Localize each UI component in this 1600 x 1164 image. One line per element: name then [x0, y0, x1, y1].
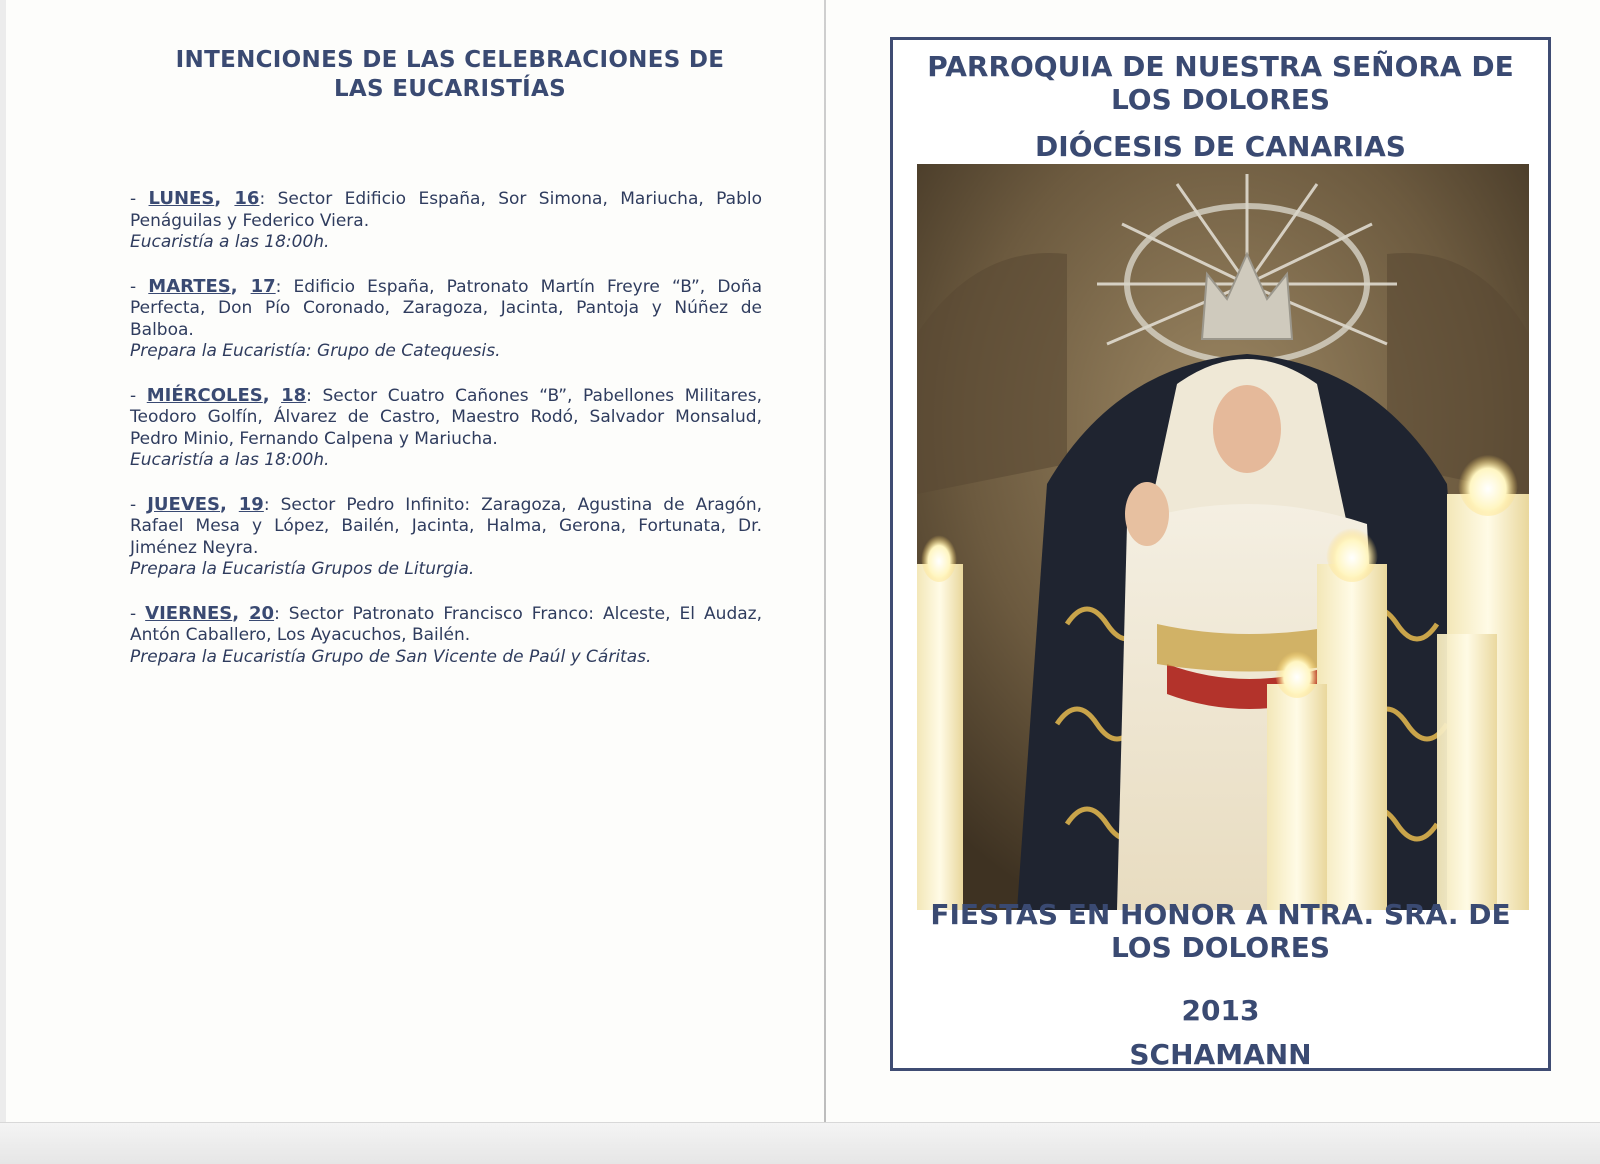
entry-sep: ,: [230, 275, 251, 297]
intentions-title-line2: LAS EUCARISTÍAS: [333, 76, 567, 102]
scan-edge-bottom: [0, 1122, 1600, 1164]
entry-day: MIÉRCOLES: [146, 384, 263, 406]
entry-text: : Sector Edificio España, Sor Simona, Mariucha, Pablo Penáguilas y Federico Viera.: [130, 189, 762, 231]
intentions-list: [130, 188, 762, 690]
entry-day: VIERNES: [145, 602, 233, 624]
entry-date: 20: [249, 602, 275, 624]
entry-note: Eucaristía a las 18:00h.: [130, 232, 330, 252]
entry-date: 17: [250, 275, 276, 297]
entry-sep: ,: [232, 602, 249, 624]
entry-miercoles: [130, 385, 762, 472]
entry-text: : Sector Pedro Infinito: Zaragoza, Agustina de Aragón, Rafael Mesa y López, Bailén, Jacinta, Halma, Gerona, Fortunata, Dr. Jiménez Neyra.: [130, 494, 763, 558]
parish-title-line1: PARROQUIA DE NUESTRA SEÑORA DE: [927, 50, 1514, 83]
scan-edge-left: [0, 0, 6, 1163]
entry-day: MARTES: [148, 275, 231, 297]
entry-note: Prepara la Eucaristía: Grupo de Catequesis.: [130, 341, 501, 361]
virgin-photo: [917, 164, 1529, 910]
entry-date: 16: [234, 188, 260, 209]
entry-sep: ,: [214, 188, 235, 209]
parish-title: [893, 50, 1548, 116]
entry-sep: ,: [262, 384, 282, 406]
intentions-title: [140, 46, 760, 104]
fiestas-title: [893, 898, 1548, 964]
fiestas-title-line2: LOS DOLORES: [1110, 931, 1331, 964]
entry-martes: [130, 276, 762, 363]
entry-prefix: -: [130, 385, 147, 406]
entry-prefix: -: [130, 189, 149, 209]
parish-title-line2: LOS DOLORES: [1110, 83, 1331, 116]
entry-text: : Edificio España, Patronato Martín Freyre “B”, Doña Perfecta, Don Pío Coronado, Zaragoza, Jacinta, Pantoja y Núñez de Balboa.: [130, 276, 763, 340]
place-label: SCHAMANN: [1129, 1038, 1312, 1071]
entry-day: LUNES: [148, 188, 215, 209]
entry-jueves: [130, 494, 762, 581]
entry-note: Prepara la Eucaristía Grupos de Liturgia.: [130, 559, 475, 579]
intentions-title-line1: INTENCIONES DE LAS CELEBRACIONES DE: [175, 47, 725, 73]
entry-prefix: -: [130, 276, 149, 297]
entry-date: 18: [281, 384, 307, 406]
entry-prefix: -: [130, 494, 148, 515]
virgin-illustration: [917, 164, 1529, 910]
entry-note: Prepara la Eucaristía Grupo de San Vicente de Paúl y Cáritas.: [130, 646, 652, 667]
entry-note: Eucaristía a las 18:00h.: [130, 450, 330, 470]
fold-line: [824, 0, 826, 1122]
entry-day: JUEVES: [147, 493, 221, 515]
entry-text: : Sector Cuatro Cañones “B”, Pabellones Militares, Teodoro Golfín, Álvarez de Castro, Maestro Rodó, Salvador Monsalud, Pedro Minio, Fernando Calpena y Mariucha.: [130, 385, 763, 449]
entry-prefix: -: [130, 603, 146, 624]
entry-date: 19: [238, 493, 264, 515]
entry-lunes: [130, 188, 762, 254]
entry-text: : Sector Patronato Francisco Franco: Alceste, El Audaz, Antón Caballero, Los Ayacuchos, Bailén.: [130, 603, 762, 645]
entry-viernes: [130, 603, 762, 669]
diocese-title: DIÓCESIS DE CANARIAS: [1035, 130, 1406, 163]
entry-sep: ,: [220, 493, 239, 515]
fiestas-title-line1: FIESTAS EN HONOR A NTRA. SRA. DE: [930, 898, 1511, 931]
cover-panel: [890, 37, 1551, 1071]
year-label: 2013: [1181, 994, 1260, 1027]
